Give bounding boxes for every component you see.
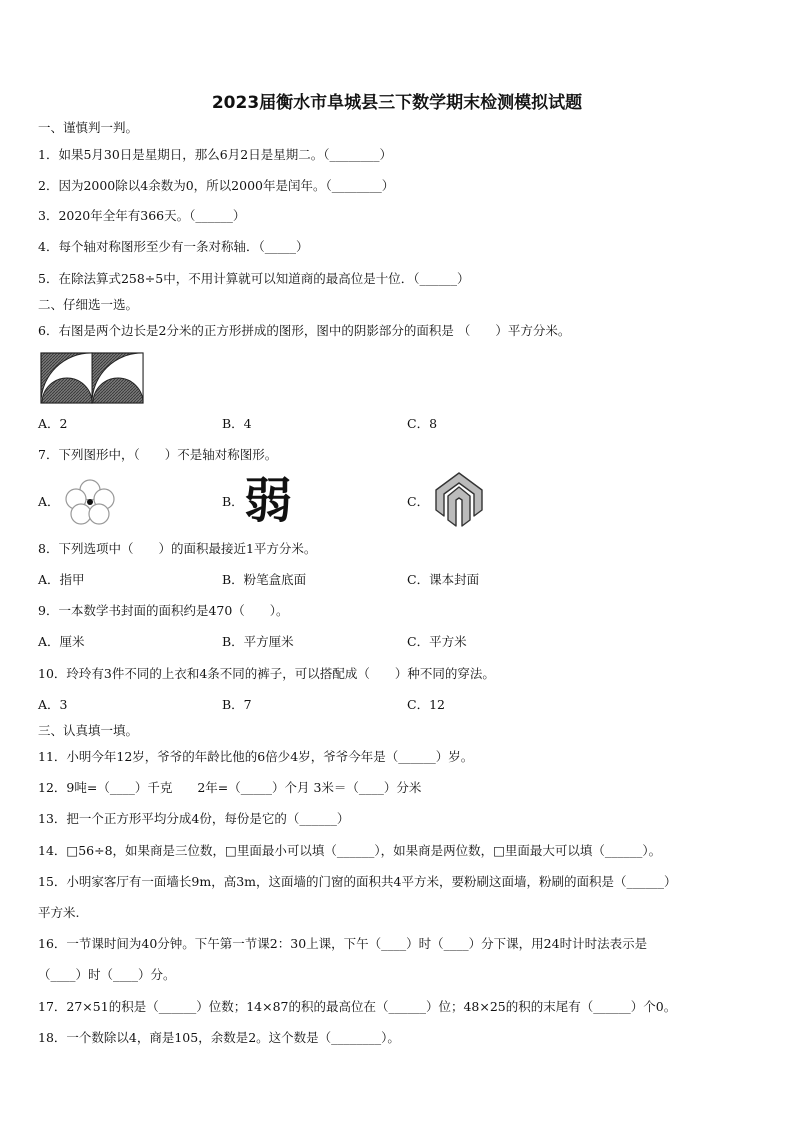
question-15-continued: 平方米. [38,905,80,920]
question-5: 5．在除法算式258÷5中，不用计算就可以知道商的最高位是十位．（______） [38,271,470,286]
q7-option-a: A． [38,494,60,509]
question-10: 10．玲玲有3件不同的上衣和4条不同的裤子，可以搭配成（ ）种不同的穿法。 [38,666,495,681]
question-18: 18．一个数除以4，商是105，余数是2。这个数是（________）。 [38,1030,400,1045]
q9-option-c: C．平方米 [407,634,467,649]
q6-option-b: B．4 [222,416,252,431]
question-16-continued: （____）时（____）分。 [38,967,176,982]
question-6: 6．右图是两个边长是2分米的正方形拼成的图形，图中的阴影部分的面积是 （ ）平方分米。 [38,323,571,338]
question-9: 9．一本数学书封面的面积约是470（ ）。 [38,603,289,618]
question-16: 16．一节课时间为40分钟。下午第一节课2：30上课，下午（____）时（____）分下课，用24时计时法表示是 [38,936,648,951]
q8-option-a: A．指甲 [38,572,85,587]
question-4: 4．每个轴对称图形至少有一条对称轴．（_____） [38,239,309,254]
q8-option-b: B．粉笔盒底面 [222,572,307,587]
question-7: 7．下列图形中，（ ）不是轴对称图形。 [38,447,278,462]
q10-option-b: B．7 [222,697,252,712]
q8-option-c: C．课本封面 [407,572,480,587]
q6-option-c: C．8 [407,416,438,431]
section-heading-1: 一、谨慎判一判。 [38,120,139,135]
question-17: 17．27×51的积是（______）位数；14×87的积的最高位在（______）位；48×25的积的末尾有（______）个0。 [38,999,677,1014]
question-13: 13．把一个正方形平均分成4份，每份是它的（______） [38,811,350,826]
question-14: 14．□56÷8，如果商是三位数，□里面最小可以填（______），如果商是两位数，□里面最大可以填（______）。 [38,843,662,858]
q10-option-c: C．12 [407,697,445,712]
flower-icon [62,478,118,526]
section-heading-2: 二、仔细选一选。 [38,297,139,312]
question-8: 8．下列选项中（ ）的面积最接近1平方分米。 [38,541,317,556]
q7-option-b: B． [222,494,244,509]
question-3: 3．2020年全年有366天。（______） [38,208,246,223]
section-heading-3: 三、认真填一填。 [38,723,139,738]
question-12: 12．9吨=（____）千克 2年=（_____）个月 3米＝（____）分米 [38,780,422,795]
interlocking-logo-icon [430,470,488,532]
question-15: 15．小明家客厅有一面墙长9m，高3m，这面墙的门窗的面积共4平方米，要粉刷这面墙，粉刷的面积是（______） [38,874,677,889]
q9-option-b: B．平方厘米 [222,634,294,649]
q6-shaded-squares-figure [40,352,145,404]
page-title: 2023届衡水市阜城县三下数学期末检测模拟试题 [211,93,583,113]
q7-character-ruo: 弱 [244,473,293,529]
q10-option-a: A．3 [38,697,68,712]
q7-option-c: C． [407,494,430,509]
question-1: 1．如果5月30日是星期日，那么6月2日是星期二。（________） [38,147,392,162]
question-2: 2．因为2000除以4余数为0，所以2000年是闰年。（________） [38,178,395,193]
question-11: 11．小明今年12岁，爷爷的年龄比他的6倍少4岁，爷爷今年是（______）岁。 [38,749,474,764]
q9-option-a: A．厘米 [38,634,85,649]
q6-option-a: A．2 [38,416,68,431]
